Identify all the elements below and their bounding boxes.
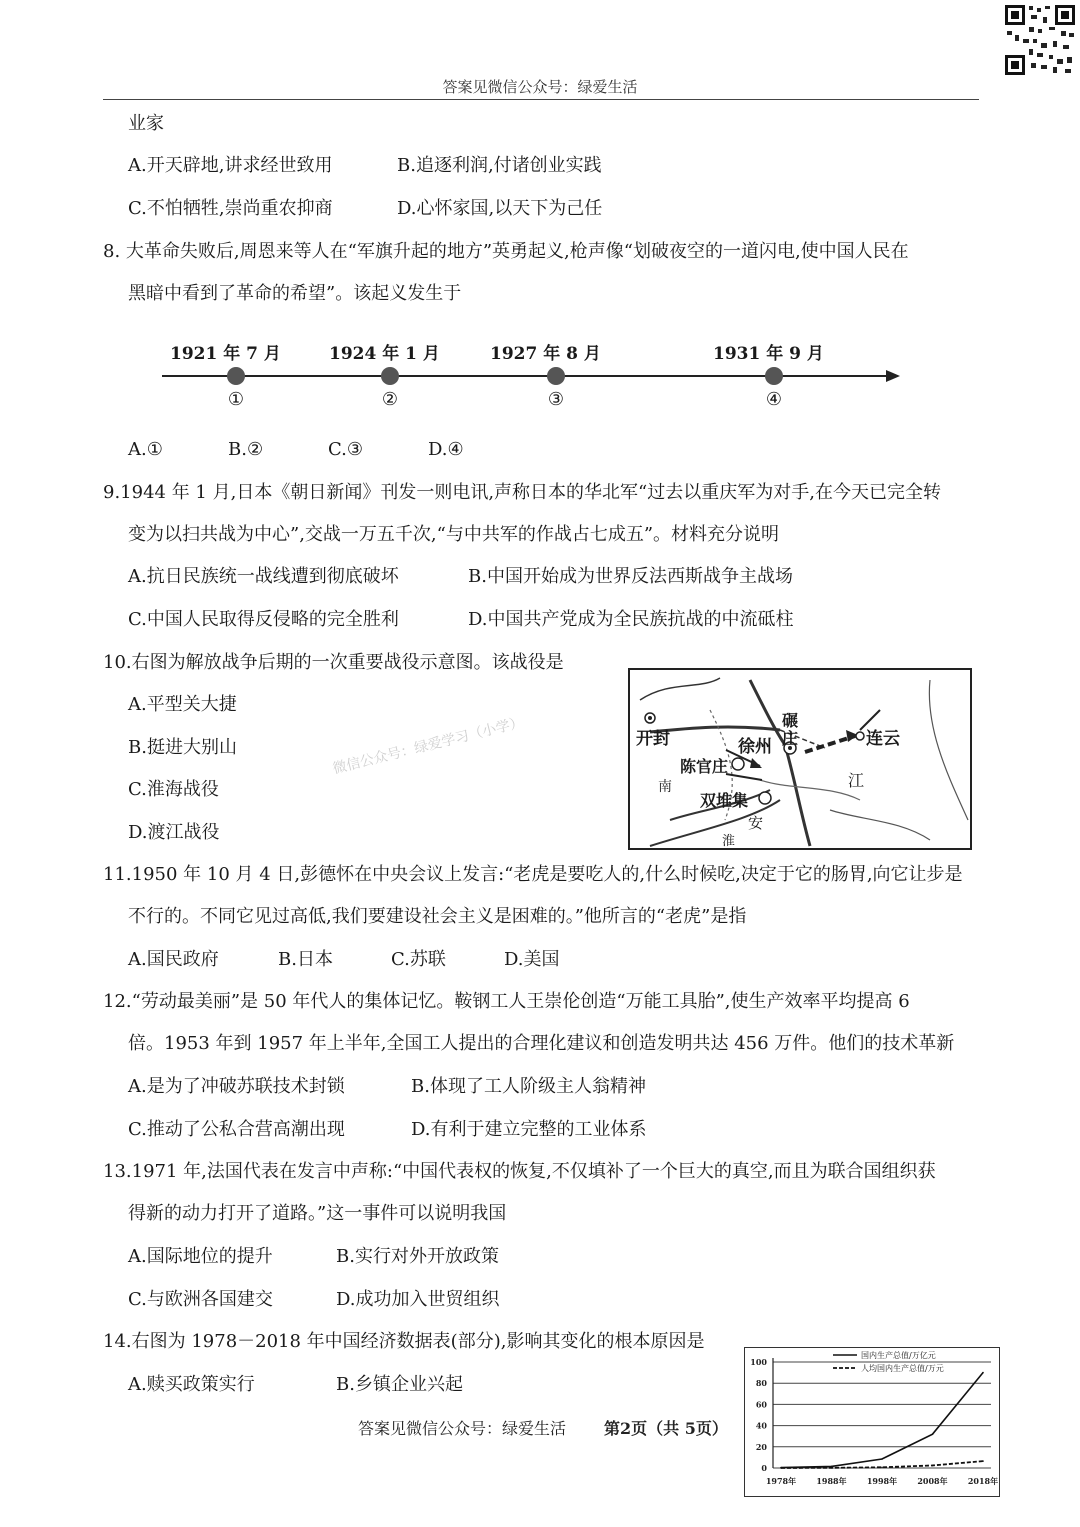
page-number: 第2页（共 5页）: [604, 1419, 728, 1438]
q13-option-b[interactable]: B.实行对外开放政策: [336, 1246, 499, 1267]
chart-ytick-label: 80: [755, 1378, 767, 1389]
q11-option-b[interactable]: B.日本: [278, 949, 333, 970]
q8-option-b[interactable]: B.②: [228, 439, 264, 460]
q13-stem-line2: 得新的动力打开了道路。”这一事件可以说明我国: [128, 1203, 507, 1224]
q14-stem: 14.右图为 1978－2018 年中国经济数据表(部分),影响其变化的根本原因是: [103, 1331, 705, 1352]
q8-stem-line2: 黑暗中看到了革命的希望”。该起义发生于: [128, 283, 462, 304]
q8-option-d[interactable]: D.④: [428, 439, 464, 460]
chart-point: [932, 1433, 934, 1435]
q11-stem-line2: 不行的。不同它见过高低,我们要建设社会主义是困难的。”他所言的“老虎”是指: [128, 906, 747, 927]
q9-option-b[interactable]: B.中国开始成为世界反法西斯战争主战场: [468, 566, 793, 587]
q11-option-a[interactable]: A.国民政府: [128, 949, 219, 970]
chart-point: [932, 1465, 934, 1467]
chart-xtick-label: 1978年: [765, 1476, 797, 1486]
timeline-date-4: 1931 年 9 月: [713, 344, 824, 364]
q8-timeline: [160, 325, 900, 417]
chart-legend-label: 国内生产总值/万亿元: [861, 1351, 936, 1360]
chart-legend-label: 人均国内生产总值/万元: [861, 1364, 944, 1373]
q12-stem-line2: 倍。1953 年到 1957 年上半年,全国工人提出的合理化建议和创造发明共达 456 万件。他们的技术革新: [128, 1033, 955, 1054]
chart-ytick-label: 60: [755, 1399, 767, 1410]
q7-stem-end: 业家: [128, 113, 164, 134]
chart-point: [881, 1458, 883, 1460]
timeline-dot-2: [381, 367, 399, 385]
q7-option-c[interactable]: C.不怕牺牲,崇尚重农抑商: [128, 198, 333, 219]
q7-option-a[interactable]: A.开天辟地,讲求经世致用: [128, 155, 333, 176]
timeline-dot-3: [547, 367, 565, 385]
q8-option-c[interactable]: C.③: [328, 439, 363, 460]
q10-stem: 10.右图为解放战争后期的一次重要战役示意图。该战役是: [103, 652, 564, 673]
gdp-chart: [744, 1347, 1000, 1497]
timeline-dot-1: [227, 367, 245, 385]
qr-code-icon: [1003, 3, 1077, 77]
timeline-marker-2: ②: [381, 389, 399, 410]
q11-stem-line1: 11.1950 年 10 月 4 日,彭德怀在中央会议上发言:“老虎是要吃人的,什么时候吃,决定于它的肠胃,向它让步是: [103, 864, 963, 885]
map-label-zhuang: 庄: [782, 729, 799, 748]
page-header: 答案见微信公众号：绿爱生活: [442, 78, 638, 96]
q9-option-a[interactable]: A.抗日民族统一战线遭到彻底破坏: [128, 566, 399, 587]
map-label-xuzhou: 徐州: [738, 737, 772, 757]
q10-option-c[interactable]: C.淮海战役: [128, 779, 219, 800]
map-label-lianyun: 连云: [866, 729, 900, 749]
map-label-nian: 碾: [782, 711, 799, 730]
timeline-marker-4: ④: [765, 389, 783, 410]
chart-series-line-1: [781, 1373, 983, 1468]
chart-ytick-label: 100: [750, 1357, 767, 1367]
chart-point: [982, 1460, 984, 1462]
q13-stem-line1: 13.1971 年,法国代表在发言中声称:“中国代表权的恢复,不仅填补了一个巨大的真空,而且为联合国组织获: [103, 1161, 936, 1182]
map-label-chenguanzhuang: 陈官庄: [680, 757, 729, 776]
timeline-marker-1: ①: [227, 389, 245, 410]
q13-option-d[interactable]: D.成功加入世贸组织: [336, 1289, 500, 1310]
map-label-shuangduiji: 双堆集: [700, 791, 749, 810]
chart-ytick-label: 40: [755, 1420, 767, 1431]
chart-ytick-label: 0: [761, 1463, 767, 1473]
q10-option-d[interactable]: D.渡江战役: [128, 822, 220, 843]
q12-option-a[interactable]: A.是为了冲破苏联技术封锁: [128, 1076, 345, 1097]
header-divider: [103, 99, 979, 100]
q9-stem-line2: 变为以扫共战为中心”,交战一万五千次,“与中共军的作战占七成五”。材料充分说明: [128, 524, 780, 545]
timeline-date-2: 1924 年 1 月: [329, 344, 440, 364]
watermark-text: 微信公众号：绿爱学习（小学）: [331, 714, 526, 778]
q14-option-b[interactable]: B.乡镇企业兴起: [336, 1374, 463, 1395]
map-label-an: 安: [748, 814, 764, 832]
q7-option-b[interactable]: B.追逐利润,付诸创业实践: [397, 155, 602, 176]
q13-option-a[interactable]: A.国际地位的提升: [128, 1246, 273, 1267]
q12-stem-line1: 12.“劳动最美丽”是 50 年代人的集体记忆。鞍钢工人王崇伦创造“万能工具胎”,使生产效率平均提高 6: [103, 991, 910, 1012]
q12-option-b[interactable]: B.体现了工人阶级主人翁精神: [411, 1076, 646, 1097]
chart-xtick-label: 2018年: [967, 1476, 999, 1486]
chart-point: [780, 1467, 782, 1469]
q14-option-a[interactable]: A.赎买政策实行: [128, 1374, 255, 1395]
q8-option-a[interactable]: A.①: [128, 439, 163, 460]
chart-xtick-label: 1998年: [866, 1476, 898, 1486]
timeline-marker-3: ③: [547, 389, 565, 410]
q12-option-d[interactable]: D.有利于建立完整的工业体系: [411, 1119, 647, 1140]
chart-xtick-label: 1988年: [816, 1476, 847, 1486]
map-label-huai: 淮: [722, 834, 736, 849]
battle-map: [628, 668, 972, 850]
q8-stem-line1: 8. 大革命失败后,周恩来等人在“军旗升起的地方”英勇起义,枪声像“划破夜空的一道闪电,使中国人民在: [103, 241, 909, 262]
q9-option-d[interactable]: D.中国共产党成为全民族抗战的中流砥柱: [468, 609, 794, 630]
q10-option-b[interactable]: B.挺进大别山: [128, 737, 237, 758]
gdp-chart-svg: [745, 1348, 999, 1496]
timeline-dot-4: [765, 367, 783, 385]
map-label-kaifeng: 开封: [636, 729, 670, 749]
q9-option-c[interactable]: C.中国人民取得反侵略的完全胜利: [128, 609, 399, 630]
q11-option-d[interactable]: D.美国: [504, 949, 560, 970]
q12-option-c[interactable]: C.推动了公私合营高潮出现: [128, 1119, 345, 1140]
map-label-jiang: 江: [848, 771, 865, 790]
q7-option-d[interactable]: D.心怀家国,以天下为己任: [397, 198, 603, 219]
q10-option-a[interactable]: A.平型关大捷: [128, 694, 237, 715]
map-label-nan: 南: [658, 779, 672, 795]
chart-ytick-label: 20: [755, 1441, 767, 1452]
timeline-date-1: 1921 年 7 月: [170, 344, 281, 364]
q13-option-c[interactable]: C.与欧洲各国建交: [128, 1289, 273, 1310]
chart-xtick-label: 2008年: [917, 1476, 948, 1486]
chart-point: [982, 1372, 984, 1374]
chart-point: [881, 1466, 883, 1468]
footer-note: 答案见微信公众号：绿爱生活: [358, 1419, 567, 1438]
q11-option-c[interactable]: C.苏联: [391, 949, 446, 970]
chart-point: [831, 1467, 833, 1469]
q9-stem-line1: 9.1944 年 1 月,日本《朝日新闻》刊发一则电讯,声称日本的华北军“过去以重庆军为对手,在今天已完全转: [103, 482, 941, 503]
timeline-date-3: 1927 年 8 月: [490, 344, 601, 364]
